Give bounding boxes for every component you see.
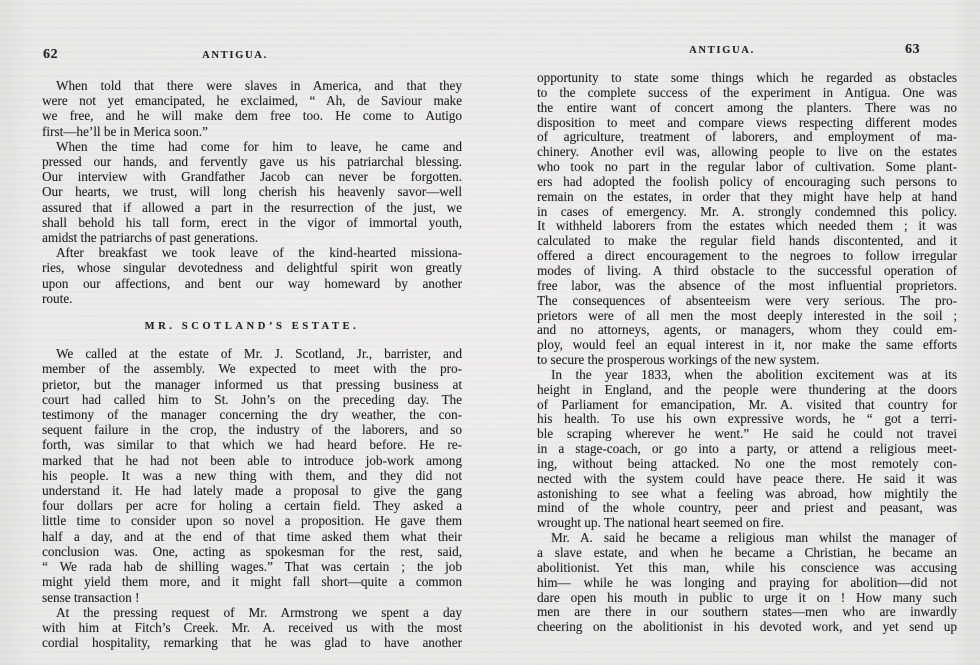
text-line: who took no part in the regular labor of cultivation. Some plant- [537, 159, 957, 175]
text-line: height in England, and the people were thundering at the doors [537, 381, 957, 397]
text-line: In the year 1833, when the abolition excitement was at its [551, 366, 957, 382]
page-63-header [537, 42, 957, 60]
text-line: “ We rada hab de shilling wages.” That was certain ; the job [42, 559, 462, 575]
text-line: astonishing to see what a feeling was abroad, how mightily the [537, 485, 957, 501]
text-line: wrought up. The national heart seemed on fire. [537, 515, 784, 531]
text-line: in cases of emergency. Mr. A. strongly condemned this policy. [537, 203, 957, 219]
text-line: we free, and he will make dem free too. He come to Autigo [42, 108, 462, 124]
paragraph [42, 245, 462, 306]
running-head: ANTIGUA. [202, 50, 268, 61]
text-line: his people. It was a new thing with them, and they did not [42, 467, 462, 483]
section-heading: MR. SCOTLAND’S ESTATE. [144, 321, 360, 333]
text-line: conclusion was. One, acting as spokesman for the rest, said, [42, 543, 462, 559]
page-62 [42, 47, 462, 651]
text-line: dare open his mouth in public to urge it on ! How many such [537, 589, 957, 605]
text-line: and no attorneys, agents, or managers, whom they could em- [537, 322, 957, 338]
text-line: It withheld laborers from the estates which needed them ; it was [537, 218, 957, 234]
text-line: a slave estate, and when he became a Christian, he became an [537, 545, 957, 560]
text-line: understand it. He had lately made a proposal to give the gang [42, 483, 462, 499]
text-line: sequent failure in the crop, the industry of the laborers, and so [42, 422, 462, 438]
text-line: amidst the patriarchs of past generations. [42, 230, 259, 246]
text-line: first—he’ll be in Merica soon.” [42, 123, 208, 139]
text-line: remain on the estates, in order that they might have help at hand [537, 188, 957, 204]
paragraph [537, 531, 957, 635]
page-63 [537, 42, 957, 635]
page-number: 63 [905, 42, 920, 57]
running-head: ANTIGUA. [689, 45, 755, 56]
text-line: four dollars per acre for holing a certain field. They asked a [42, 498, 462, 514]
text-line: When the time had come for him to leave, he came and [56, 138, 462, 154]
text-line: of agriculture, treatment of laborers, and employment of ma- [537, 129, 957, 145]
text-line: Our hearts, we trust, will long cherish his heavenly savor—well [42, 184, 462, 200]
text-line: Our interview with Grandfather Jacob can never be forgotten. [42, 169, 462, 185]
text-line: upon our affections, and bent our way homeward by another [42, 275, 462, 291]
text-line: half a day, and at the end of that time asked them what their [42, 528, 462, 544]
text-line: opportunity to state some things which he regarded as obstacles [537, 70, 957, 85]
text-line: offered a direct encouragement to the negroes to follow irregular [537, 248, 957, 264]
text-line: little time to consider upon so novel a proposition. He gave them [42, 513, 462, 529]
text-line: After breakfast we took leave of the kind-hearted missiona- [56, 245, 462, 261]
text-line: disposition to meet and compare views respecting different modes [537, 114, 957, 130]
text-line: cordial hospitality, remarking that he was glad to have another [42, 635, 462, 651]
paragraph [537, 71, 957, 368]
text-line: might yield them more, and it might fall short—quite a common [42, 574, 462, 590]
page-62-header [42, 47, 462, 65]
text-line: men are there in our southern states—men who are inwardly [537, 604, 957, 620]
text-line: his health. To use his own expressive words, he “ got a terri- [537, 411, 957, 427]
text-line: were not yet emancipated, he exclaimed, “ Ah, de Saviour make [42, 93, 462, 109]
text-line: When told that there were slaves in America, and that they [56, 78, 462, 93]
text-line: chinery. Another evil was, allowing people to live on the estates [537, 144, 957, 160]
text-line: of Parliament for emancipation, Mr. A. visited that country for [537, 396, 957, 412]
text-line: marked that he had not been able to introduce job-work among [42, 452, 462, 468]
paragraph [42, 78, 462, 139]
text-line: assured that if allowed a part in the resurrection of the just, we [42, 199, 462, 215]
text-line: ploy, would feel an equal interest in it, nor make the same efforts [537, 337, 957, 353]
page-number: 62 [43, 47, 58, 62]
text-line: him— while he was longing and praying for abolition—did not [537, 574, 957, 590]
paragraph [42, 346, 462, 604]
text-line: with him at Fitch’s Creek. Mr. A. received us with the most [42, 619, 462, 635]
text-line: Mr. A. said he became a religious man whilst the manager of [551, 530, 957, 546]
text-line: to secure the prosperous workings of the new system. [537, 352, 820, 368]
text-line: shall behold his tall form, erect in the vigor of immortal youth, [42, 214, 462, 230]
text-line: to the complete success of the experiment in Antigua. One was [537, 84, 957, 100]
text-line: member of the assembly. We expected to meet with the pro- [42, 361, 462, 377]
text-line: in a stage-coach, or go into a party, or attend a religious meet- [537, 441, 957, 457]
page-62-body [42, 78, 462, 650]
text-line: nected with the system could have peace there. He said it was [537, 470, 957, 486]
text-line: pressed our hands, and fervently gave us his patriarchal blessing. [42, 154, 462, 170]
text-line: route. [42, 290, 73, 306]
text-line: ries, whose singular devotedness and delightful spirit won greatly [42, 260, 462, 276]
text-line: the entire want of concert among the planters. There was no [537, 99, 957, 115]
paragraph [42, 139, 462, 245]
text-line: free labor, was the absence of the most influential proprietors. [537, 277, 957, 293]
text-line: sense transaction ! [42, 589, 140, 605]
text-line: We called at the estate of Mr. J. Scotland, Jr., barrister, and [56, 346, 462, 362]
text-line: At the pressing request of Mr. Armstrong we spent a day [56, 604, 462, 620]
text-line: prietors were of all men the most deeply interested in the soil ; [537, 307, 957, 323]
text-line: ing, without being attacked. No one the most remotely con- [537, 455, 957, 471]
text-line: The consequences of absenteeism were very serious. The pro- [537, 292, 957, 308]
text-line: ers had adopted the foolish policy of encouraging such persons to [537, 173, 957, 189]
text-line: modes of living. A third obstacle to the successful operation of [537, 262, 957, 278]
paragraph [537, 368, 957, 531]
text-line: mind of the whole country, peer and priest and peasant, was [537, 500, 957, 516]
text-line: ble scraping wherever he went.” He said he could not travei [537, 426, 957, 442]
text-line: calculated to make the regular field hands discontented, and it [537, 233, 957, 249]
paragraph [42, 605, 462, 651]
text-line: abolitionist. Yet this man, while his conscience was accusing [537, 559, 957, 575]
text-line: forth, was similar to that which we had heard before. He re- [42, 437, 462, 453]
text-line: cheering on the abolitionist in his devoted work, and yet send up [537, 619, 957, 635]
text-line: court had called him to St. John’s on the preceding day. The [42, 391, 462, 407]
text-line: prietor, but the manager informed us that pressing business at [42, 376, 462, 392]
text-line: testimony of the manager concerning the dry weather, the con- [42, 407, 462, 423]
page-63-body [537, 71, 957, 635]
